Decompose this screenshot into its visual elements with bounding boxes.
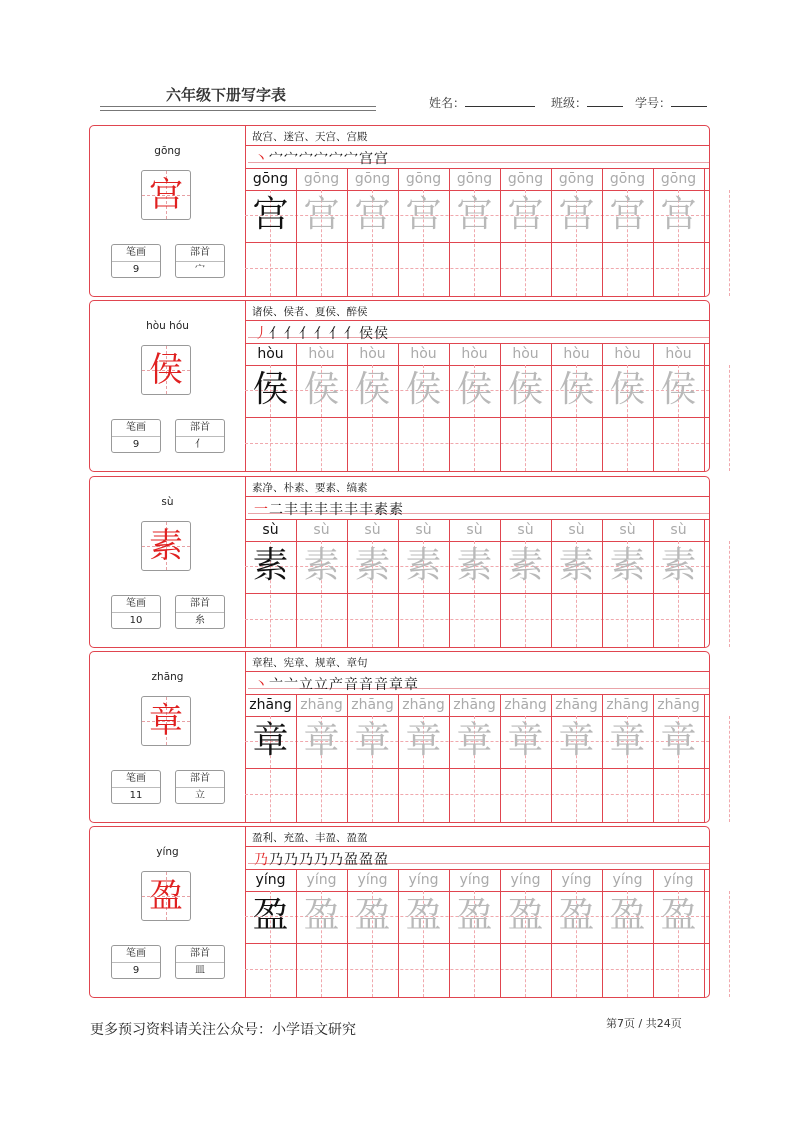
cell-character: 侯 (303, 369, 340, 410)
stroke-order-row (248, 849, 709, 868)
cell-pinyin: hòu (410, 346, 437, 362)
stroke-step: 丰 (314, 502, 329, 518)
radical-value: 皿 (195, 965, 205, 976)
cell-pinyin: gōng (609, 171, 646, 187)
cell-character: 素 (660, 545, 697, 586)
radical-box (175, 595, 225, 629)
stroke-order-row (248, 499, 709, 518)
stroke-step: 丶 (254, 151, 269, 167)
cell-character: 盈 (303, 895, 340, 936)
cell-pinyin: sù (415, 522, 432, 538)
radical-label: 部首 (176, 596, 224, 613)
stroke-step: 章 (389, 677, 404, 693)
radical-box (175, 419, 225, 453)
cell-pinyin: sù (364, 522, 381, 538)
stroke-step: 亠 (284, 677, 299, 693)
class-blank[interactable] (587, 95, 623, 107)
char-display-box (141, 521, 191, 571)
cell-character: 盈 (558, 895, 595, 936)
radical-box (175, 244, 225, 278)
cell-character: 宫 (660, 194, 697, 235)
stroke-step: 丶 (254, 677, 269, 693)
stroke-count-box (111, 770, 161, 804)
cell-character: 素 (609, 545, 646, 586)
example-words: 故宫、迷宫、天宫、宫殿 (252, 131, 368, 143)
cell-character: 盈 (507, 895, 544, 936)
cell-pinyin: gōng (660, 171, 697, 187)
stroke-step: 亻 (314, 326, 329, 342)
char-card (89, 125, 710, 297)
radical-value: 立 (195, 790, 205, 801)
stroke-step: 亻 (344, 326, 359, 342)
stroke-step: 音 (374, 677, 389, 693)
cell-pinyin: gōng (354, 171, 391, 187)
radical-box (175, 945, 225, 979)
cell-pinyin: gōng (303, 171, 340, 187)
title-underline (100, 110, 376, 111)
char-display-box (141, 871, 191, 921)
stroke-step: 一 (254, 502, 269, 518)
char-card (89, 651, 710, 823)
cell-character: 素 (456, 545, 493, 586)
stroke-count-value: 11 (129, 790, 143, 801)
example-words: 素净、朴素、要素、缟素 (252, 482, 368, 494)
page-title: 六年级下册写字表 (166, 86, 287, 104)
cell-pinyin: hòu (563, 346, 590, 362)
name-blank[interactable] (465, 95, 535, 107)
stroke-step: 二 (269, 502, 284, 518)
stroke-step: 乃 (284, 852, 299, 868)
stroke-step: 宀 (269, 151, 284, 167)
cell-character: 侯 (507, 369, 544, 410)
class-field[interactable] (551, 94, 623, 111)
cell-character: 盈 (405, 895, 442, 936)
cell-pinyin: sù (466, 522, 483, 538)
stroke-step: 宀 (284, 151, 299, 167)
stroke-step: 亻 (284, 326, 299, 342)
stroke-order-row (248, 148, 709, 167)
cell-pinyin: zhāng (402, 697, 445, 713)
stroke-count-label: 笔画 (112, 245, 160, 262)
cell-character: 侯 (252, 369, 289, 410)
stroke-step: 立 (299, 677, 314, 693)
cell-pinyin: hòu (308, 346, 335, 362)
radical-label: 部首 (176, 420, 224, 437)
cell-pinyin: yíng (510, 872, 541, 888)
cell-character: 章 (609, 720, 646, 761)
radical-label: 部首 (176, 245, 224, 262)
char-pinyin: hòu hóu (146, 320, 189, 332)
cell-pinyin: gōng (507, 171, 544, 187)
footer-promo: 更多预习资料请关注公众号：小学语文研究 (90, 1022, 356, 1038)
stroke-step: 乃 (314, 852, 329, 868)
cell-pinyin: zhāng (300, 697, 343, 713)
cell-character: 素 (303, 545, 340, 586)
stroke-step: 丰 (284, 502, 299, 518)
page-number: 第7页 / 共24页 (606, 1017, 682, 1030)
stroke-step: 丿 (254, 326, 269, 342)
cell-pinyin: sù (262, 522, 279, 538)
char-display: 章 (149, 701, 183, 741)
radical-value: 糸 (195, 615, 205, 626)
example-words: 盈利、充盈、丰盈、盈盈 (252, 832, 368, 844)
cell-character: 侯 (609, 369, 646, 410)
stroke-count-value: 10 (129, 615, 143, 626)
cell-character: 宫 (405, 194, 442, 235)
cell-character: 宫 (252, 194, 289, 235)
radical-label: 部首 (176, 771, 224, 788)
stroke-step: 亻 (329, 326, 344, 342)
cell-character: 侯 (405, 369, 442, 410)
stroke-step: 丰 (359, 502, 374, 518)
char-pinyin: sù (161, 496, 174, 508)
cell-pinyin: hòu (359, 346, 386, 362)
stroke-count-label: 笔画 (112, 596, 160, 613)
cell-pinyin: zhāng (453, 697, 496, 713)
char-display: 侯 (149, 350, 183, 390)
example-words: 章程、宪章、规章、章句 (252, 657, 368, 669)
stroke-step: 素 (389, 502, 404, 518)
cell-pinyin: sù (670, 522, 687, 538)
number-field[interactable] (635, 94, 707, 111)
cell-pinyin: sù (568, 522, 585, 538)
stroke-step: 侯 (374, 326, 389, 342)
cell-pinyin: yíng (255, 872, 286, 888)
char-card (89, 300, 710, 472)
stroke-step: 立 (314, 677, 329, 693)
cell-character: 盈 (354, 895, 391, 936)
radical-value: 亻 (195, 439, 205, 450)
cell-character: 素 (252, 545, 289, 586)
cell-character: 宫 (507, 194, 544, 235)
stroke-order-row (248, 674, 709, 693)
char-display: 宫 (149, 175, 183, 215)
char-card (89, 826, 710, 998)
stroke-step: 丰 (299, 502, 314, 518)
cell-character: 章 (558, 720, 595, 761)
stroke-step: 宀 (329, 151, 344, 167)
stroke-step: 音 (359, 677, 374, 693)
name-field[interactable] (429, 94, 535, 111)
stroke-step: 乃 (299, 852, 314, 868)
char-pinyin: gōng (154, 145, 181, 157)
cell-character: 素 (507, 545, 544, 586)
cell-pinyin: yíng (663, 872, 694, 888)
char-info-panel (90, 652, 246, 822)
cell-character: 侯 (354, 369, 391, 410)
stroke-step: 素 (374, 502, 389, 518)
char-card (89, 476, 710, 648)
stroke-step: 音 (344, 677, 359, 693)
stroke-step: 盈 (374, 852, 389, 868)
stroke-count-value: 9 (132, 264, 140, 275)
stroke-step: 宀 (299, 151, 314, 167)
cell-pinyin: sù (313, 522, 330, 538)
cell-character: 侯 (558, 369, 595, 410)
char-display: 盈 (149, 876, 183, 916)
cell-character: 章 (507, 720, 544, 761)
stroke-step: 亻 (269, 326, 284, 342)
stroke-step: 乃 (269, 852, 284, 868)
class-label: 班级： (551, 96, 588, 110)
stroke-count-value: 9 (132, 439, 140, 450)
cell-pinyin: zhāng (504, 697, 547, 713)
cell-pinyin: yíng (306, 872, 337, 888)
stroke-step: 侯 (359, 326, 374, 342)
example-words: 诸侯、侯者、夏侯、醉侯 (252, 306, 368, 318)
stroke-step: 盈 (344, 852, 359, 868)
cell-pinyin: zhāng (555, 697, 598, 713)
stroke-count-value: 9 (132, 965, 140, 976)
char-info-panel (90, 301, 246, 471)
char-info-panel (90, 477, 246, 647)
cell-pinyin: zhāng (606, 697, 649, 713)
cell-pinyin: sù (619, 522, 636, 538)
cell-pinyin: hòu (257, 346, 284, 362)
char-info-panel (90, 126, 246, 296)
cell-character: 宫 (303, 194, 340, 235)
stroke-step: 乃 (254, 852, 269, 868)
stroke-count-box (111, 419, 161, 453)
cell-pinyin: zhāng (657, 697, 700, 713)
cell-character: 素 (354, 545, 391, 586)
stroke-count-label: 笔画 (112, 946, 160, 963)
cell-character: 宫 (354, 194, 391, 235)
cell-pinyin: yíng (561, 872, 592, 888)
char-display-box (141, 696, 191, 746)
cell-pinyin: gōng (456, 171, 493, 187)
stroke-step: 宫 (374, 151, 389, 167)
stroke-step: 乃 (329, 852, 344, 868)
cell-pinyin: gōng (252, 171, 289, 187)
char-pinyin: yíng (156, 846, 179, 858)
char-display: 素 (149, 526, 183, 566)
cell-pinyin: yíng (408, 872, 439, 888)
cell-character: 宫 (558, 194, 595, 235)
cell-pinyin: hòu (461, 346, 488, 362)
stroke-count-box (111, 595, 161, 629)
stroke-step: 亻 (299, 326, 314, 342)
radical-box (175, 770, 225, 804)
stroke-count-label: 笔画 (112, 771, 160, 788)
cell-pinyin: yíng (612, 872, 643, 888)
cell-pinyin: gōng (405, 171, 442, 187)
stroke-step: 丰 (344, 502, 359, 518)
cell-character: 章 (354, 720, 391, 761)
cell-character: 素 (405, 545, 442, 586)
number-label: 学号： (635, 96, 672, 110)
cell-character: 章 (660, 720, 697, 761)
cell-character: 侯 (456, 369, 493, 410)
char-display-box (141, 345, 191, 395)
cell-pinyin: hòu (512, 346, 539, 362)
stroke-step: 丰 (329, 502, 344, 518)
stroke-step: 亠 (269, 677, 284, 693)
stroke-step: 章 (404, 677, 419, 693)
cell-character: 盈 (252, 895, 289, 936)
stroke-step: 产 (329, 677, 344, 693)
stroke-count-box (111, 945, 161, 979)
title-underline (100, 106, 376, 107)
stroke-order-row (248, 323, 709, 342)
char-display-box (141, 170, 191, 220)
stroke-count-box (111, 244, 161, 278)
cell-pinyin: hòu (665, 346, 692, 362)
cell-character: 素 (558, 545, 595, 586)
cell-pinyin: yíng (357, 872, 388, 888)
cell-character: 章 (303, 720, 340, 761)
number-blank[interactable] (671, 95, 707, 107)
stroke-step: 宀 (314, 151, 329, 167)
radical-label: 部首 (176, 946, 224, 963)
cell-pinyin: gōng (558, 171, 595, 187)
cell-character: 盈 (456, 895, 493, 936)
cell-character: 章 (405, 720, 442, 761)
stroke-step: 盈 (359, 852, 374, 868)
stroke-step: 宫 (359, 151, 374, 167)
cell-character: 盈 (660, 895, 697, 936)
cell-character: 侯 (660, 369, 697, 410)
name-label: 姓名： (429, 96, 466, 110)
char-info-panel (90, 827, 246, 997)
char-pinyin: zhāng (151, 671, 184, 683)
radical-value: 宀 (195, 264, 205, 275)
stroke-count-label: 笔画 (112, 420, 160, 437)
cell-character: 章 (456, 720, 493, 761)
cell-pinyin: yíng (459, 872, 490, 888)
cell-pinyin: zhāng (351, 697, 394, 713)
cell-character: 宫 (456, 194, 493, 235)
cell-pinyin: hòu (614, 346, 641, 362)
cell-pinyin: zhāng (249, 697, 292, 713)
cell-pinyin: sù (517, 522, 534, 538)
stroke-step: 宀 (344, 151, 359, 167)
cell-character: 宫 (609, 194, 646, 235)
cell-character: 盈 (609, 895, 646, 936)
cell-character: 章 (252, 720, 289, 761)
